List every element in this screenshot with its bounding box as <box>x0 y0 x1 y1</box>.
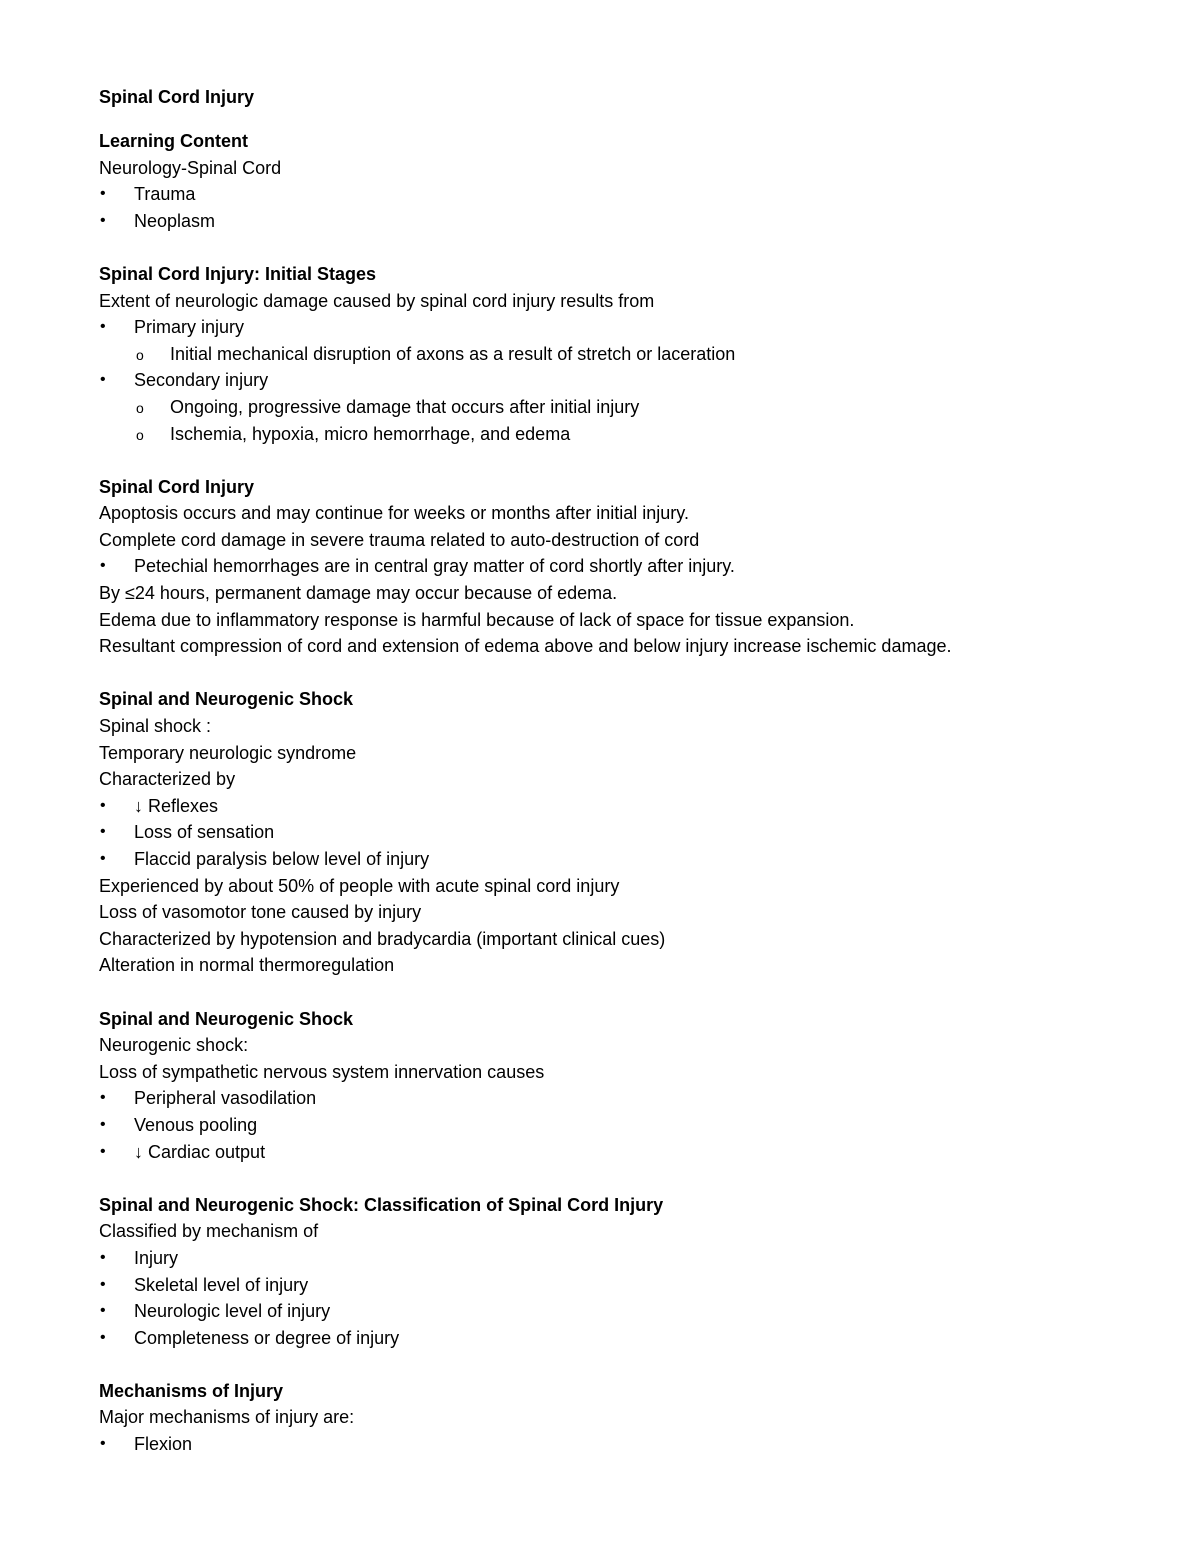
sub-bullet-item <box>99 421 1119 448</box>
bullet-item <box>99 553 1119 580</box>
bullet-text: Injury <box>134 1247 179 1268</box>
paragraph-line: Edema due to inflammatory response is harmful because of lack of space for tissue expansion. <box>99 609 855 630</box>
document-body <box>99 128 1119 1458</box>
paragraph-line: Complete cord damage in severe trauma related to auto-destruction of cord <box>99 529 700 550</box>
bullet-icon: • <box>100 557 106 575</box>
section-heading: Spinal Cord Injury: Initial Stages <box>99 263 377 284</box>
bullet-item <box>99 846 1119 873</box>
bullet-item <box>99 314 1119 341</box>
bullet-item <box>99 1325 1119 1352</box>
bullet-text: Petechial hemorrhages are in central gray matter of cord shortly after injury. <box>134 556 735 577</box>
paragraph-line: By ≤24 hours, permanent damage may occur because of edema. <box>99 583 618 604</box>
paragraph-line: Alteration in normal thermoregulation <box>99 955 395 976</box>
paragraph-line: Resultant compression of cord and extension of edema above and below injury increase ischemic damage. <box>99 636 952 657</box>
bullet-icon: • <box>100 1435 106 1453</box>
paragraph-line: Loss of vasomotor tone caused by injury <box>99 902 422 923</box>
sub-bullet-item <box>99 394 1119 421</box>
section <box>99 474 1119 660</box>
bullet-icon: • <box>100 211 106 229</box>
bullet-text: Flaccid paralysis below level of injury <box>134 849 430 870</box>
bullet-text: ↓ Cardiac output <box>134 1141 266 1162</box>
bullet-item <box>99 1085 1119 1112</box>
bullet-icon: • <box>100 1142 106 1160</box>
bullet-icon: • <box>100 1248 106 1266</box>
bullet-text: ↓ Reflexes <box>134 795 219 816</box>
paragraph-line: Extent of neurologic damage caused by spinal cord injury results from <box>99 290 655 311</box>
section-heading: Spinal and Neurogenic Shock: Classification of Spinal Cord Injury <box>99 1194 664 1215</box>
paragraph-line: Neurology-Spinal Cord <box>99 157 282 178</box>
bullet-item <box>99 1431 1119 1458</box>
section <box>99 261 1119 447</box>
bullet-icon: • <box>100 1089 106 1107</box>
bullet-item <box>99 181 1119 208</box>
bullet-text: Loss of sensation <box>134 822 275 843</box>
bullet-text: Trauma <box>134 184 196 205</box>
bullet-item <box>99 819 1119 846</box>
bullet-text: Skeletal level of injury <box>134 1274 309 1295</box>
bullet-icon: • <box>100 850 106 868</box>
sub-bullet-text: Initial mechanical disruption of axons as a result of stretch or laceration <box>170 343 736 364</box>
bullet-text: Peripheral vasodilation <box>134 1088 317 1109</box>
sub-bullet-icon: o <box>136 399 144 416</box>
bullet-item <box>99 208 1119 235</box>
section-heading: Spinal Cord Injury <box>99 476 255 497</box>
bullet-item <box>99 1112 1119 1139</box>
paragraph-line: Temporary neurologic syndrome <box>99 742 357 763</box>
section <box>99 1006 1119 1166</box>
bullet-icon: • <box>100 823 106 841</box>
section-heading: Spinal and Neurogenic Shock <box>99 689 354 710</box>
paragraph-line: Characterized by <box>99 769 236 790</box>
bullet-item <box>99 793 1119 820</box>
bullet-icon: • <box>100 318 106 336</box>
sub-bullet-item <box>99 341 1119 368</box>
bullet-text: Secondary injury <box>134 370 269 391</box>
bullet-text: Primary injury <box>134 317 245 338</box>
sub-bullet-text: Ongoing, progressive damage that occurs after initial injury <box>170 396 640 417</box>
bullet-icon: • <box>100 1275 106 1293</box>
bullet-item <box>99 1272 1119 1299</box>
section <box>99 128 1119 234</box>
bullet-icon: • <box>100 1115 106 1133</box>
bullet-icon: • <box>100 796 106 814</box>
bullet-item <box>99 1245 1119 1272</box>
paragraph-line: Major mechanisms of injury are: <box>99 1407 355 1428</box>
section-heading: Spinal and Neurogenic Shock <box>99 1008 354 1029</box>
sub-bullet-icon: o <box>136 426 144 443</box>
document-page <box>99 84 1119 1484</box>
section <box>99 686 1119 979</box>
paragraph-line: Characterized by hypotension and bradycardia (important clinical cues) <box>99 928 666 949</box>
section-heading: Mechanisms of Injury <box>99 1380 284 1401</box>
section <box>99 1378 1119 1458</box>
paragraph-line: Experienced by about 50% of people with acute spinal cord injury <box>99 875 620 896</box>
paragraph-line: Apoptosis occurs and may continue for weeks or months after initial injury. <box>99 503 689 524</box>
bullet-item <box>99 1298 1119 1325</box>
section-heading: Learning Content <box>99 130 248 151</box>
paragraph-line: Neurogenic shock: <box>99 1035 249 1056</box>
bullet-text: Neoplasm <box>134 210 216 231</box>
bullet-text: Neurologic level of injury <box>134 1301 331 1322</box>
paragraph-line: Classified by mechanism of <box>99 1221 319 1242</box>
bullet-item <box>99 367 1119 394</box>
bullet-icon: • <box>100 1302 106 1320</box>
paragraph-line: Loss of sympathetic nervous system innervation causes <box>99 1061 545 1082</box>
bullet-text: Flexion <box>134 1434 193 1455</box>
bullet-item <box>99 1139 1119 1166</box>
sub-bullet-text: Ischemia, hypoxia, micro hemorrhage, and edema <box>170 423 571 444</box>
sub-bullet-icon: o <box>136 346 144 363</box>
bullet-text: Completeness or degree of injury <box>134 1327 400 1348</box>
bullet-icon: • <box>100 1328 106 1346</box>
document-title: Spinal Cord Injury <box>99 87 255 107</box>
paragraph-line: Spinal shock : <box>99 716 212 737</box>
bullet-icon: • <box>100 371 106 389</box>
bullet-text: Venous pooling <box>134 1114 258 1135</box>
bullet-icon: • <box>100 185 106 203</box>
section <box>99 1192 1119 1352</box>
